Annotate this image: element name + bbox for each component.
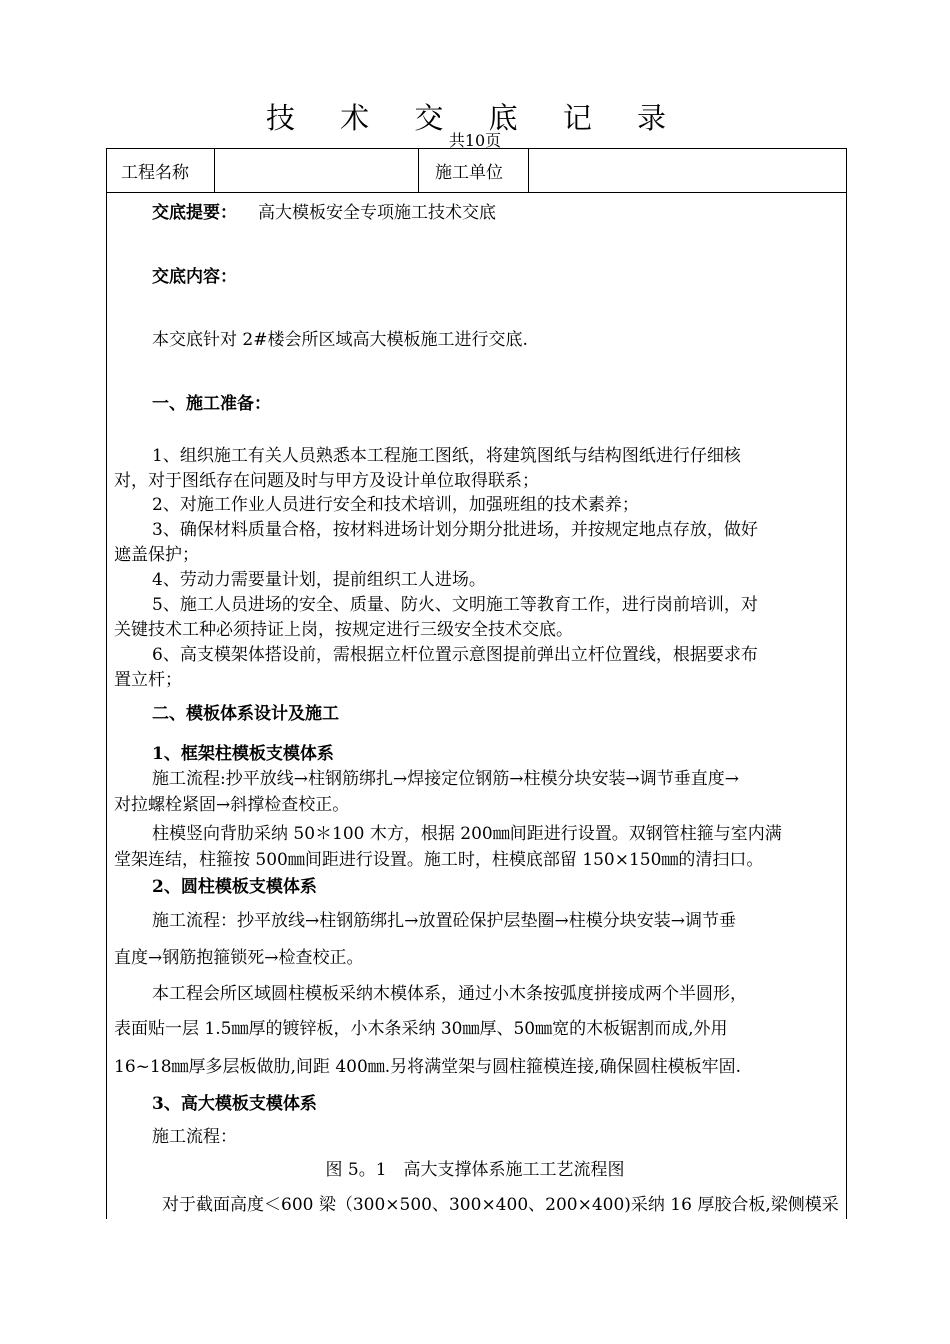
section1-line: 5、施工人员进场的安全、质量、防火、文明施工等教育工作，进行岗前培训，对 xyxy=(152,595,758,615)
section2-sub1-line: 柱模竖向背肋采纳 50＊100 木方，根据 200㎜间距进行设置。双钢管柱箍与室内满 xyxy=(152,824,782,844)
section1-line: 遮盖保护； xyxy=(114,545,199,565)
section2-sub1-line: 施工流程:抄平放线→柱钢筋绑扎→焊接定位钢筋→柱模分块安装→调节垂直度→ xyxy=(152,769,739,789)
section2-sub1-line: 堂架连结，柱箍按 500㎜间距进行设置。施工时，柱模底部留 150×150㎜的清扫口。 xyxy=(114,850,764,870)
figure-caption: 图 5。1 高大支撑体系施工工艺流程图 xyxy=(325,1160,625,1180)
unit-value xyxy=(537,149,837,192)
section2-sub2-heading: 2、圆柱模板支模体系 xyxy=(152,877,317,897)
section2-sub2-line: 表面贴一层 1.5㎜厚的镀锌板，小木条采纳 30㎜厚、50㎜宽的木板锯割而成,外用 xyxy=(114,1019,728,1039)
info-row xyxy=(107,149,846,193)
section2-sub3-last-line: 对于截面高度＜600 梁（300×500、300×400、200×400)采纳 16 厚胶合板,梁侧模采 xyxy=(162,1195,839,1215)
section1-line: 1、组织施工有关人员熟悉本工程施工图纸，将建筑图纸与结构图纸进行仔细核 xyxy=(152,446,741,466)
summary-text: 高大模板安全专项施工技术交底 xyxy=(258,203,496,223)
content-label: 交底内容： xyxy=(152,267,237,287)
section1-line: 对，对于图纸存在问题及时与甲方及设计单位取得联系； xyxy=(114,471,539,491)
summary-label: 交底提要： xyxy=(152,203,237,223)
section1-heading: 一、施工准备： xyxy=(152,394,271,414)
section1-line: 6、高支模架体搭设前，需根据立杆位置示意图提前弹出立杆位置线，根据要求布 xyxy=(152,645,758,665)
divider xyxy=(418,149,419,192)
project-name-value xyxy=(222,149,412,192)
section2-heading: 二、模板体系设计及施工 xyxy=(152,704,339,724)
page-count: 共10页 xyxy=(448,131,502,150)
unit-label: 施工单位 xyxy=(435,163,503,183)
section2-sub2-line: 施工流程：抄平放线→柱钢筋绑扎→放置砼保护层垫圈→柱模分块安装→调节垂 xyxy=(152,911,736,931)
section2-sub2-line: 16~18㎜厚多层板做肋,间距 400㎜.另将满堂架与圆柱箍模连接,确保圆柱模板牢固. xyxy=(114,1057,741,1077)
section2-sub3-heading: 3、高大模板支模体系 xyxy=(152,1094,317,1114)
section1-line: 关键技术工种必须持证上岗，按规定进行三级安全技术交底。 xyxy=(114,620,573,640)
section1-line: 置立杆； xyxy=(114,670,182,690)
section1-line: 2、对施工作业人员进行安全和技术培训，加强班组的技术素养； xyxy=(152,495,639,515)
project-name-label: 工程名称 xyxy=(121,163,189,183)
section2-sub2-line: 直度→钢筋抱箍锁死→检查校正。 xyxy=(114,948,364,968)
section1-line: 4、劳动力需要量计划，提前组织工人进场。 xyxy=(152,570,486,590)
divider xyxy=(528,149,529,192)
flow-label: 施工流程： xyxy=(152,1127,237,1147)
section2-sub2-line: 本工程会所区域圆柱模板采纳木模体系，通过小木条按弧度拼接成两个半圆形， xyxy=(152,984,747,1004)
section2-sub1-line: 对拉螺栓紧固→斜撑检查校正。 xyxy=(114,795,350,815)
divider xyxy=(214,149,215,192)
document-title: 技 术 交 底 记 录 xyxy=(265,101,685,135)
intro-text: 本交底针对 2#楼会所区域高大模板施工进行交底. xyxy=(152,330,528,350)
section2-sub1-heading: 1、框架柱模板支模体系 xyxy=(152,744,334,764)
section1-line: 3、确保材料质量合格，按材料进场计划分期分批进场，并按规定地点存放，做好 xyxy=(152,520,758,540)
